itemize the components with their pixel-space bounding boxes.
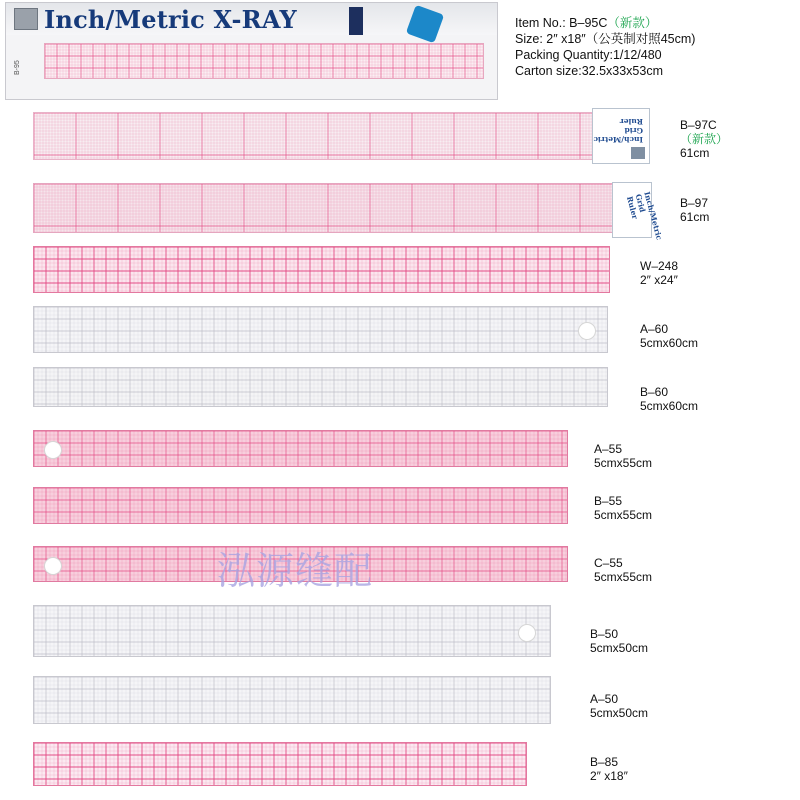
- model-code: B–55: [594, 494, 623, 508]
- label-b97c: [680, 118, 728, 160]
- ruler-b97c: [33, 112, 593, 160]
- ruler-grid: [34, 431, 567, 466]
- ruler-b50: [33, 605, 551, 657]
- packaged-ruler-b95c: [5, 2, 498, 100]
- hang-hole-icon: [518, 624, 536, 642]
- hang-hole-icon: [578, 322, 596, 340]
- label-b50: [590, 627, 648, 655]
- ruler-b97: [33, 183, 613, 233]
- label-a50: [590, 692, 648, 720]
- ruler-a60: [33, 306, 608, 353]
- hang-hole-icon: [44, 557, 62, 575]
- model-size: 61cm: [680, 210, 710, 224]
- model-size: 5cmx50cm: [590, 641, 649, 655]
- ruler-b60: [33, 367, 608, 407]
- info-block: [515, 15, 695, 79]
- package-side-label: [349, 7, 363, 35]
- model-code: B–50: [590, 627, 619, 641]
- label-c55: [594, 556, 652, 584]
- model-size: 5cmx55cm: [594, 508, 653, 522]
- ruler-grid: [34, 184, 612, 232]
- package-side-code: B-95: [14, 60, 21, 75]
- ruler-grid: [34, 368, 607, 406]
- ruler-w248: [33, 246, 610, 293]
- label-a55: [594, 442, 652, 470]
- ruler-grid: [34, 247, 609, 292]
- carton-size: Carton size:32.5x33x53cm: [515, 64, 663, 78]
- size-spec: Size: 2″ x18″（公英制对照45cm): [515, 32, 696, 46]
- model-size: 5cmx50cm: [590, 706, 649, 720]
- hang-hole-icon: [44, 441, 62, 459]
- model-code: B–97C: [680, 118, 717, 132]
- model-code: A–50: [590, 692, 619, 706]
- label-b60: [640, 385, 698, 413]
- model-code: B–60: [640, 385, 669, 399]
- model-code: W–248: [640, 259, 679, 273]
- new-model-note: （新款）: [607, 16, 658, 30]
- model-size: 5cmx55cm: [594, 570, 653, 584]
- model-note: （新款）: [680, 132, 729, 146]
- ruler-grid: [34, 113, 592, 159]
- label-b55: [594, 494, 652, 522]
- ruler-grid: [34, 743, 526, 785]
- label-b97: [680, 196, 709, 224]
- model-size: 5cmx55cm: [594, 456, 653, 470]
- ruler-grid: [34, 606, 550, 656]
- label-a60: [640, 322, 698, 350]
- model-code: B–85: [590, 755, 619, 769]
- package-brand-title: Inch/Metric X-RAY: [44, 5, 297, 34]
- ruler-grid: [45, 44, 483, 78]
- model-size: 5cmx60cm: [640, 336, 699, 350]
- label-w248: [640, 259, 678, 287]
- brand-logo-icon: [14, 8, 38, 30]
- card-tag-b97: [612, 182, 664, 241]
- model-size: 61cm: [680, 146, 710, 160]
- item-number: Item No.: B–95C: [515, 16, 608, 30]
- ruler-grid: [34, 677, 550, 723]
- ruler-a50: [33, 676, 551, 724]
- model-size: 2″ x24″: [640, 273, 678, 287]
- ruler-a55: [33, 430, 568, 467]
- model-size: 2″ x18″: [590, 769, 628, 783]
- ruler-grid: [34, 488, 567, 523]
- model-code: A–60: [640, 322, 669, 336]
- ruler-b85: [33, 742, 527, 786]
- card-tag-b97c: [592, 108, 650, 164]
- model-code: C–55: [594, 556, 623, 570]
- label-b85: [590, 755, 628, 783]
- model-code: A–55: [594, 442, 623, 456]
- watermark-text: 泓源缝配: [217, 549, 374, 593]
- packing-quantity: Packing Quantity:1/12/480: [515, 48, 662, 62]
- model-code: B–97: [680, 196, 709, 210]
- card-tag-text: Inch/Metric Grid Ruler: [624, 190, 664, 241]
- tag-logo-icon: [631, 147, 645, 159]
- packaged-ruler-body: [44, 43, 484, 79]
- ruler-grid: [34, 307, 607, 352]
- model-size: 5cmx60cm: [640, 399, 699, 413]
- card-tag-text: Inch/Metric Grid Ruler: [593, 117, 643, 144]
- ruler-b55: [33, 487, 568, 524]
